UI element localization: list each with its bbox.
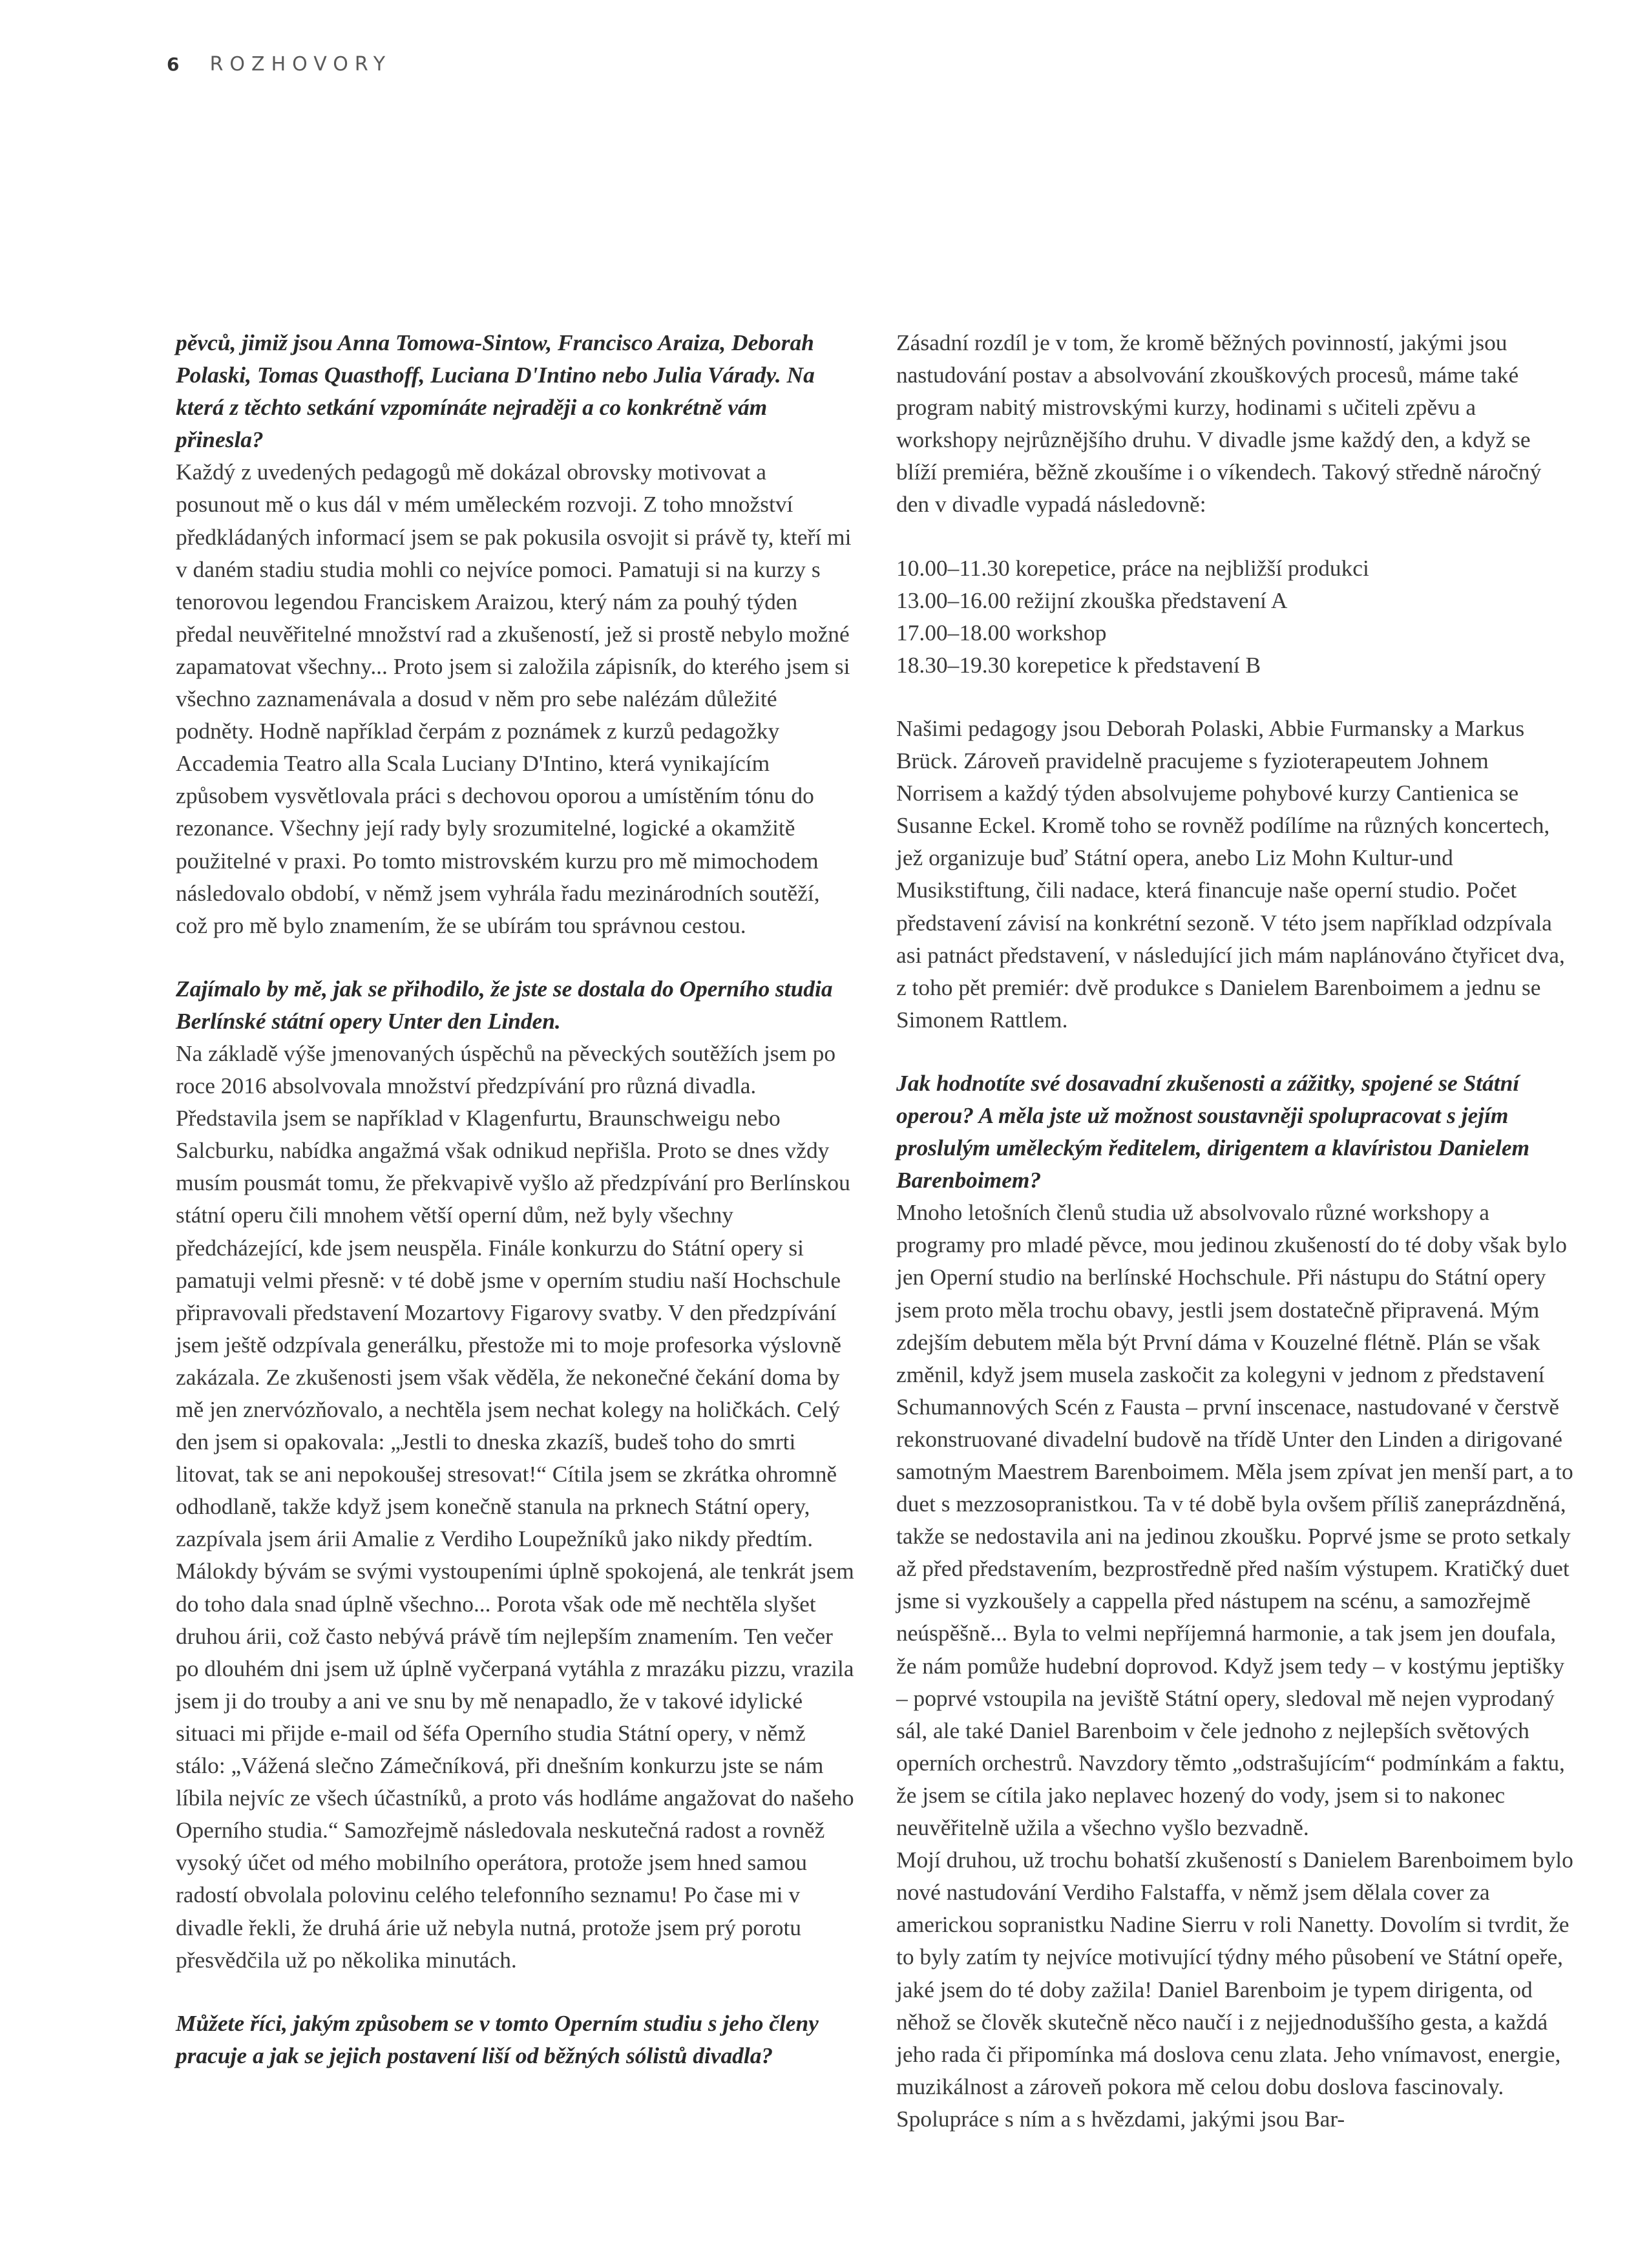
schedule-item: 13.00–16.00 režijní zkouška představení A bbox=[896, 587, 1288, 613]
schedule-item: 17.00–18.00 workshop bbox=[896, 619, 1107, 646]
answer-2: Na základě výše jmenovaných úspěchů na pěveckých soutěžích jsem po roce 2016 absolvovala množství předzpívání pro různá divadla. Představila jsem se například v Klagenfurtu, Braunschweigu nebo Salcburku, nabídka angažmá však odnikud nepřišla. Proto se dnes vždy musím pousmát tomu, že překvapivě vyšlo až předzpívání pro Berlínskou státní operu čili mnohem větší operní dům, než byly všechny předcházející, kde jsem neuspěla. Finále konkurzu do Státní opery si pamatuji velmi přesně: v té době jsme v operním studiu naší Hochschule připravovali představení Mozartovy Figarovy svatby. V den předzpívání jsem ještě odzpívala generálku, přestože mi to moje profesorka výslovně zakázala. Ze zkušenosti jsem však věděla, že nekonečné čekání doma by mě jen znervózňovalo, a nechtěla jsem nechat kolegy na holičkách. Celý den jsem si opakovala: „Jestli to dneska zkazíš, budeš toho do smrti litovat, tak se ani nepokoušej stresovat!“ Cítila jsem se zkrátka ohromně odhodlaně, takže když jsem konečně stanula na prknech Státní opery, zazpívala jsem árii Amalie z Verdiho Loupežníků jako nikdy předtím. Málokdy bývám se svými vystoupeními úplně spokojená, ale tenkrát jsem do toho dala snad úplně všechno... Porota však ode mě nechtěla slyšet druhou árii, což často nebývá právě tím nejlepším znamením. Ten večer po dlouhém dni jsem už úplně vyčerpaná vytáhla z mrazáku pizzu, vrazila jsem ji do trouby a ani ve snu by mě nenapadlo, že v takové idylické situaci mi přijde e-mail od šéfa Operního studia Státní opery, v němž stálo: „Vážená slečno Zámečníková, při dnešním konkurzu jste se nám líbila nejvíc ze všech účastníků, a proto vás hodláme angažovat do našeho Operního studia.“ Samozřejmě následovala neskutečná radost a rovněž vysoký účet od mého mobilního operátora, protože jsem hned samou radostí obvolala polovinu celého telefonního seznamu! Po čase mi v divadle řekli, že druhá árie už nebyla nutná, protože jsem prý porotu přesvědčila už po několika minutách. bbox=[176, 1040, 854, 1973]
question-4: Jak hodnotíte své dosavadní zkušenosti a zážitky, spojené se Státní operou? A měla jste už možnost soustavněji spolupracovat s jejím proslulým uměleckým ředitelem, dirigentem a klavíristou Danielem Barenboimem? bbox=[896, 1069, 1530, 1193]
page-header bbox=[167, 53, 392, 76]
page-number: 6 bbox=[167, 54, 180, 75]
answer-3-continued: Našimi pedagogy jsou Deborah Polaski, Abbie Furmansky a Markus Brück. Zároveň pravidelně pracujeme s fyzioterapeutem Johnem Norrisem a každý týden absolvujeme pohybové kurzy Cantienica se Susanne Eckel. Kromě toho se rovněž podílíme na různých koncertech, jež organizuje buď Státní opera, anebo Liz Mohn Kultur-und Musikstiftung, čili nadace, která financuje naše operní studio. Počet představení závisí na konkrétní sezoně. V této jsem například odzpívala asi patnáct představení, v následující jich mám naplánováno čtyřicet dva, z toho pět premiér: dvě produkce s Danielem Barenboimem a jednu se Simonem Rattlem. bbox=[896, 715, 1565, 1033]
left-column bbox=[176, 326, 856, 2072]
daily-schedule bbox=[896, 552, 1576, 681]
answer-4-continued: Mojí druhou, už trochu bohatší zkušeností s Danielem Barenboimem bylo nové nastudování Verdiho Falstaffa, v němž jsem dělala cover za americkou sopranistku Nadine Sierru v roli Nanetty. Dovolím si tvrdit, že to byly zatím ty nejvíce motivující týdny mého působení ve Státní opeře, jaké jsem do té doby zažila! Daniel Barenboim je typem dirigenta, od něhož se člověk skutečně něco naučí i z nejjednoduššího gesta, a každá jeho rada či připomínka má doslova cenu zlata. Jeho vnímavost, energie, muzikálnost a zároveň pokora mě celou dobu doslova fascinovaly. Spolupráce s ním a s hvězdami, jakými jsou Bar- bbox=[896, 1847, 1573, 2132]
right-column bbox=[896, 326, 1576, 2135]
question-1: pěvců, jimiž jsou Anna Tomowa-Sintow, Francisco Araiza, Deborah Polaski, Tomas Quasthoff, Luciana D'Intino nebo Julia Várady. Na která z těchto setkání vzpomínáte nejraději a co konkrétně vám přinesla? bbox=[176, 330, 815, 453]
schedule-item: 10.00–11.30 korepetice, práce na nejbližší produkci bbox=[896, 554, 1369, 581]
question-2: Zajímalo by mě, jak se přihodilo, že jste se dostala do Operního studia Berlínské státní opery Unter den Linden. bbox=[176, 975, 833, 1034]
answer-1: Každý z uvedených pedagogů mě dokázal obrovsky motivovat a posunout mě o kus dál v mém uměleckém rozvoji. Z toho množství předkládaných informací jsem se pak pokusila osvojit si právě ty, kteří mi v daném stadiu studia mohli co nejvíce pomoci. Pamatuji si na kurzy s tenorovou legendou Franciskem Araizou, který nám za pouhý týden předal neuvěřitelné množství rad a zkušeností, jež si prostě nebylo možné zapamatovat všechny... Proto jsem si založila zápisník, do kterého jsem si všechno zaznamenávala a dosud v něm pro sebe nalézám důležité podněty. Hodně například čerpám z poznámek z kurzů pedagožky Accademia Teatro alla Scala Luciany D'Intino, která vynikajícím způsobem vysvětlovala práci s dechovou oporou a umístěním tónu do rezonance. Všechny její rady byly srozumitelné, logické a okamžitě použitelné v praxi. Po tomto mistrovském kurzu pro mě mimochodem následovalo období, v němž jsem vyhrála řadu mezinárodních soutěží, což pro mě bylo znamením, že se ubírám tou správnou cestou. bbox=[176, 459, 852, 938]
schedule-item: 18.30–19.30 korepetice k představení B bbox=[896, 651, 1261, 678]
answer-3: Zásadní rozdíl je v tom, že kromě běžných povinností, jakými jsou nastudování postav a absolvování zkouškových procesů, máme také program nabitý mistrovskými kurzy, hodinami s učiteli zpěvu a workshopy nejrůznějšího druhu. V divadle jsme každý den, a když se blíží premiéra, běžně zkoušíme i o víkendech. Takový středně náročný den v divadle vypadá následovně: bbox=[896, 330, 1542, 518]
answer-4: Mnoho letošních členů studia už absolvovalo různé workshopy a programy pro mladé pěvce, mou jedinou zkušeností do té doby však bylo jen Operní studio na berlínské Hochschule. Při nástupu do Státní opery jsem proto měla trochu obavy, jestli jsem dostatečně připravená. Mým zdejším debutem měla být První dáma v Kouzelné flétně. Plán se však změnil, když jsem musela zaskočit za kolegyni v jednom z představení Schumannových Scén z Fausta – první inscenace, nastudované v čerstvě rekonstruované divadelní budově na třídě Unter den Linden a dirigované samotným Maestrem Barenboimem. Měla jsem zpívat jen menší part, a to duet s mezzosopranistkou. Ta v té době byla ovšem příliš zaneprázdněná, takže se nedostavila ani na jedinou zkoušku. Poprvé jsme se proto setkaly až před představením, bezprostředně před naším výstupem. Kratičký duet jsme si vyzkoušely a cappella před nástupem na scénu, a samozřejmě neúspěšně... Byla to velmi nepříjemná harmonie, a tak jsem jen doufala, že nám pomůže hudební doprovod. Když jsem tedy – v kostýmu jeptišky – poprvé vstoupila na jeviště Státní opery, sledoval mě nejen vyprodaný sál, ale také Daniel Barenboim v čele jednoho z nejlepších světových operních orchestrů. Navzdory těmto „odstrašujícím“ podmínkám a faktu, že jsem se cítila jako neplavec hozený do vody, jsem si to nakonec neuvěřitelně užila a všechno vyšlo bezvadně. bbox=[896, 1199, 1573, 1841]
section-title: ROZHOVORY bbox=[209, 53, 392, 76]
question-3: Můžete říci, jakým způsobem se v tomto Operním studiu s jeho členy pracuje a jak se jejich postavení liší od běžných sólistů divadla? bbox=[176, 2010, 819, 2068]
